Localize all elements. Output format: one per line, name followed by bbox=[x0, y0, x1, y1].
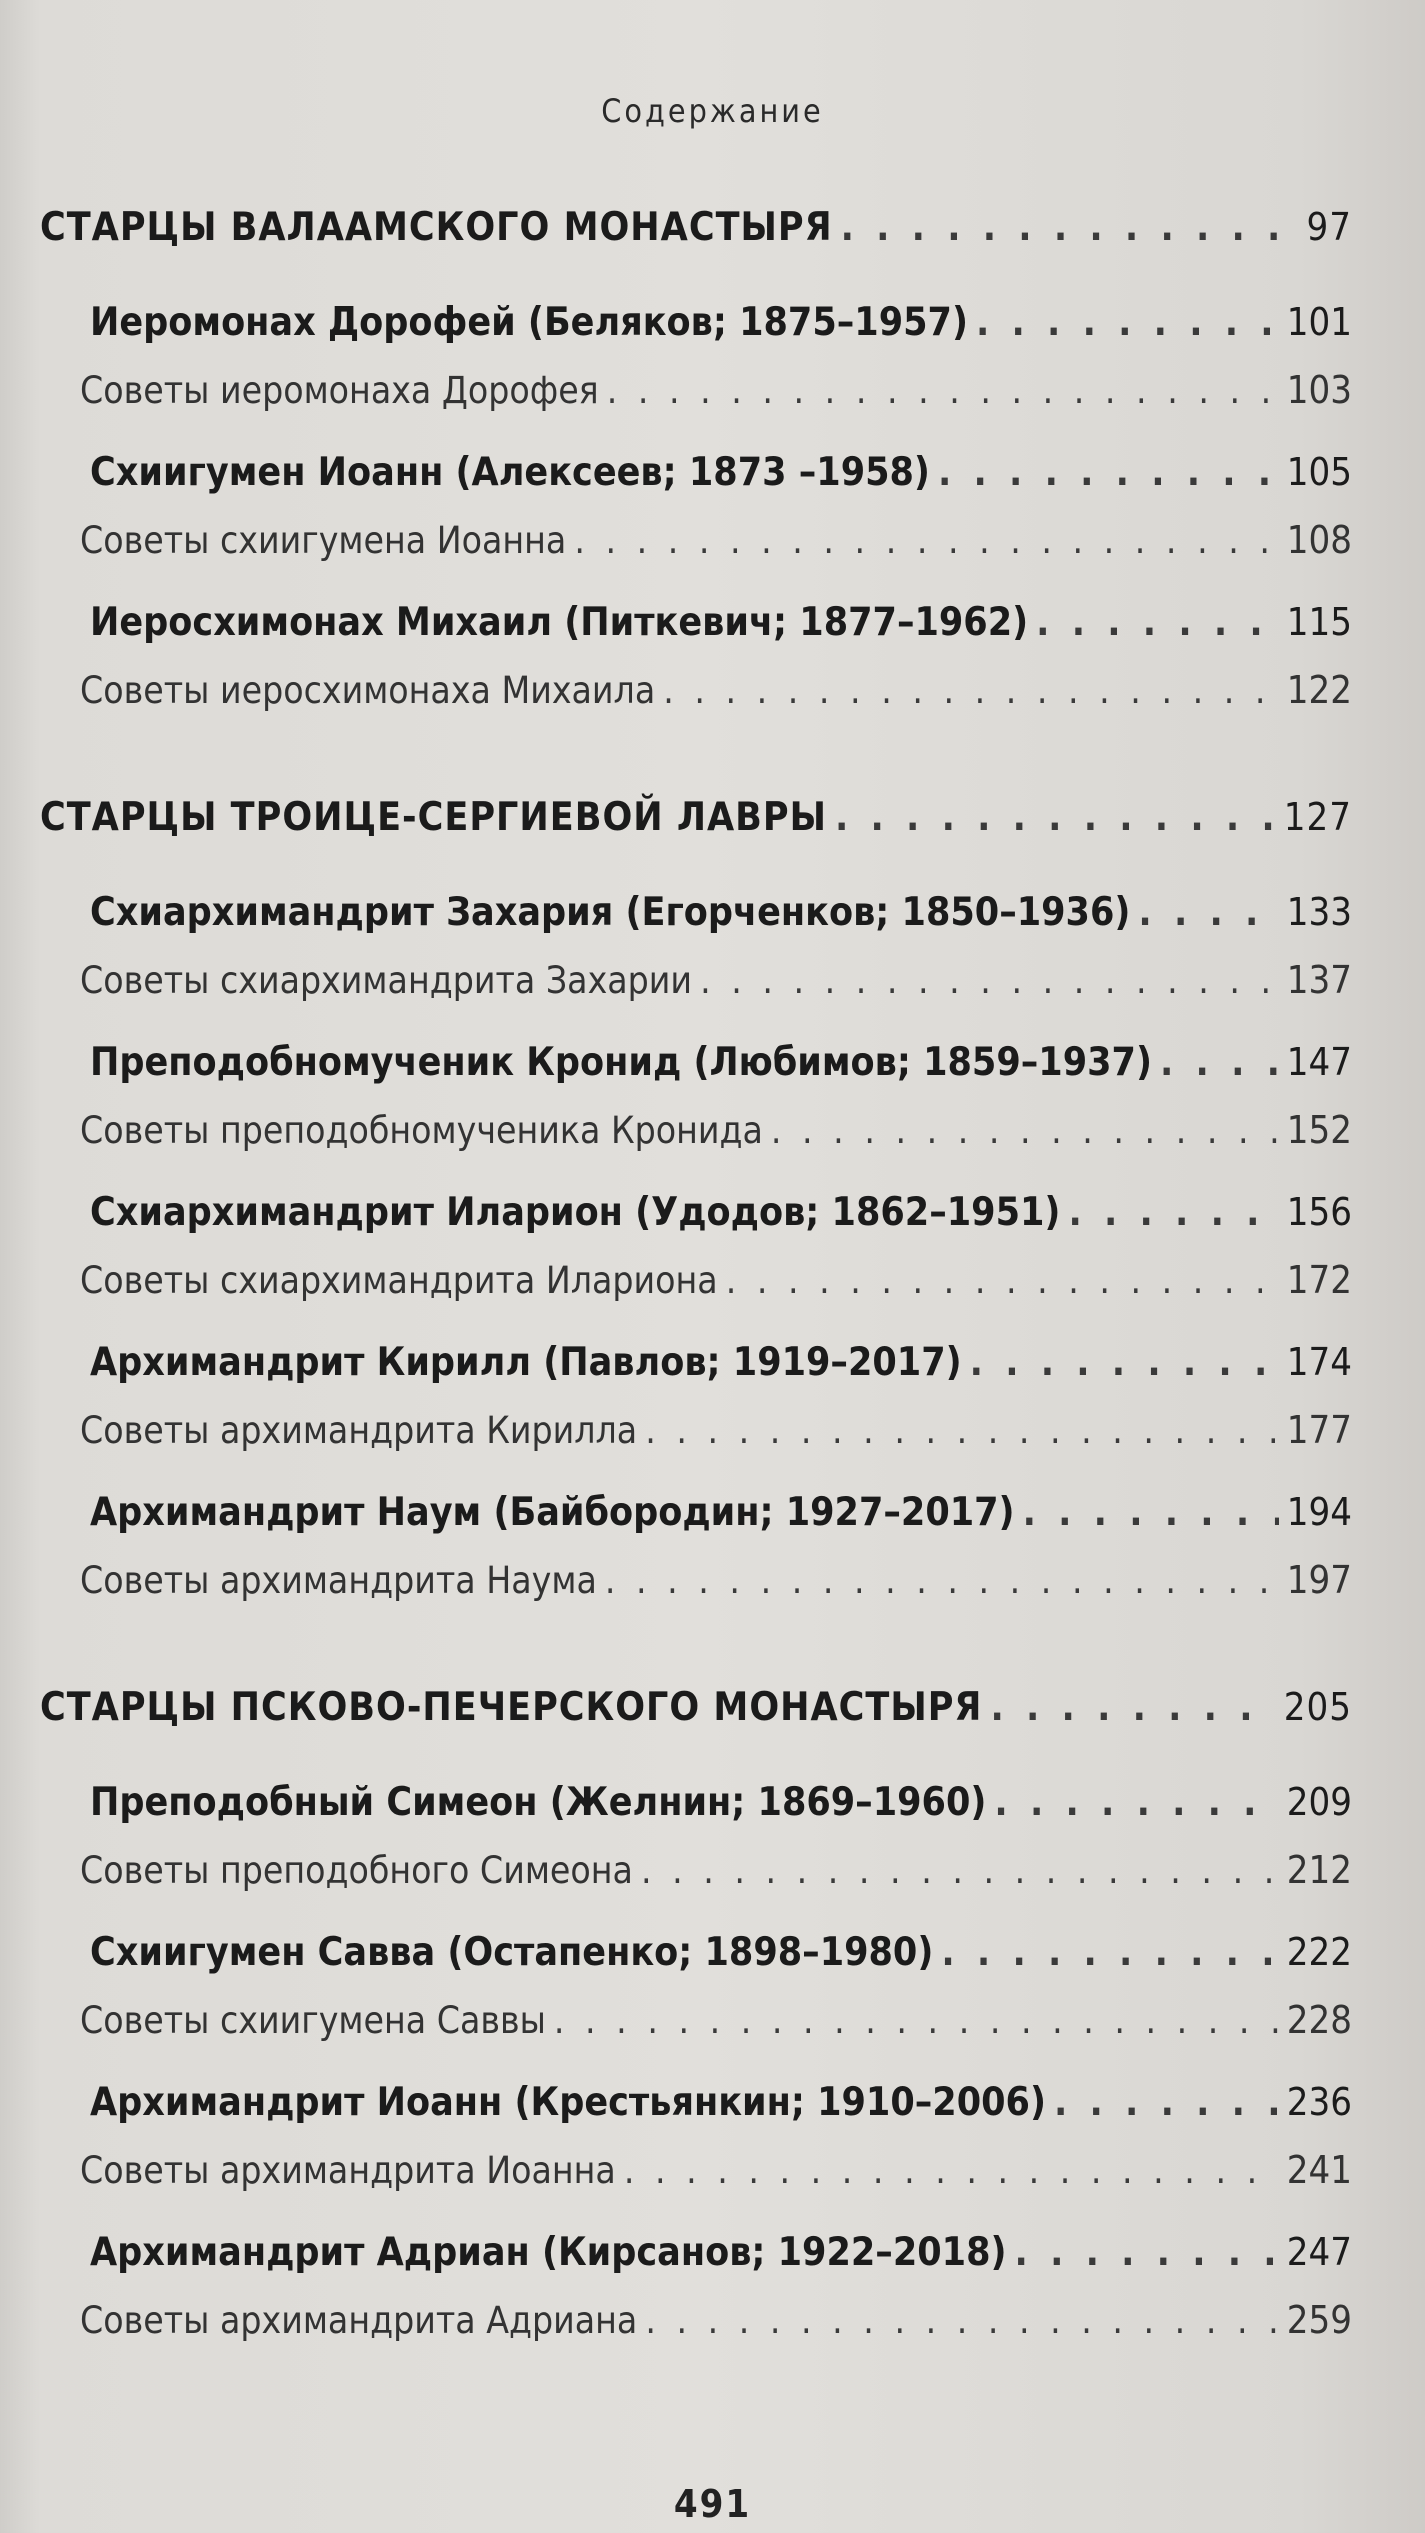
toc-entry-title: Архимандрит Наум (Байбородин; 1927–2017) bbox=[90, 1490, 1015, 1535]
toc-advice-entry-title: Советы архимандрита Наума bbox=[80, 1559, 597, 1602]
dot-leader bbox=[970, 1340, 1279, 1385]
toc-entry-page-number: 147 bbox=[1286, 1040, 1352, 1084]
toc-advice-entry[interactable] bbox=[80, 368, 1352, 412]
toc-entry[interactable] bbox=[90, 2230, 1352, 2275]
toc-advice-entry-title: Советы архимандрита Иоанна bbox=[80, 2149, 616, 2192]
toc-entry[interactable] bbox=[90, 1190, 1352, 1235]
toc-section-heading[interactable] bbox=[40, 795, 1352, 840]
dot-leader bbox=[700, 959, 1279, 1002]
toc-advice-entry-page-number: 228 bbox=[1286, 1998, 1352, 2042]
toc-entry-page-number: 115 bbox=[1286, 600, 1352, 644]
toc-entry[interactable] bbox=[90, 1930, 1352, 1975]
toc-advice-entry-page-number: 259 bbox=[1286, 2298, 1352, 2342]
dot-leader bbox=[771, 1109, 1279, 1152]
toc-entry[interactable] bbox=[90, 1340, 1352, 1385]
toc-advice-entry[interactable] bbox=[80, 2148, 1352, 2192]
toc-section-heading-page-number: 97 bbox=[1306, 205, 1352, 249]
dot-leader bbox=[1015, 2230, 1279, 2275]
toc-entry-title: Архимандрит Иоанн (Крестьянкин; 1910–2006) bbox=[90, 2080, 1046, 2125]
toc-entry-page-number: 222 bbox=[1286, 1930, 1352, 1974]
toc-entry-page-number: 236 bbox=[1286, 2080, 1352, 2124]
toc-entry-title: Преподобный Симеон (Желнин; 1869–1960) bbox=[90, 1780, 987, 1825]
toc-advice-entry[interactable] bbox=[80, 668, 1352, 712]
toc-advice-entry[interactable] bbox=[80, 1848, 1352, 1892]
dot-leader bbox=[994, 1780, 1278, 1825]
toc-advice-entry-title: Советы преподобномученика Кронида bbox=[80, 1109, 763, 1152]
toc-advice-entry-page-number: 108 bbox=[1286, 518, 1352, 562]
toc-advice-entry-title: Советы преподобного Симеона bbox=[80, 1849, 633, 1892]
toc-entry-page-number: 101 bbox=[1286, 300, 1352, 344]
dot-leader bbox=[574, 519, 1278, 562]
toc-entry-title: Преподобномученик Кронид (Любимов; 1859–1937) bbox=[90, 1040, 1152, 1085]
dot-leader bbox=[607, 369, 1279, 412]
toc-entry-title: Иеромонах Дорофей (Беляков; 1875–1957) bbox=[90, 300, 968, 345]
toc-entry-page-number: 133 bbox=[1286, 890, 1352, 934]
toc-entry-title: Схиархимандрит Иларион (Удодов; 1862–1951) bbox=[90, 1190, 1061, 1235]
toc-section-heading-page-number: 205 bbox=[1283, 1685, 1352, 1729]
toc-section-heading-page-number: 127 bbox=[1283, 795, 1352, 839]
toc-entry-page-number: 247 bbox=[1286, 2230, 1352, 2274]
dot-leader bbox=[938, 450, 1279, 495]
toc-entry[interactable] bbox=[90, 450, 1352, 495]
toc-entry-title: Схиархимандрит Захария (Егорченков; 1850–1936) bbox=[90, 890, 1131, 935]
toc-advice-entry[interactable] bbox=[80, 1108, 1352, 1152]
toc-advice-entry-page-number: 212 bbox=[1286, 1848, 1352, 1892]
toc-entry-title: Архимандрит Адриан (Кирсанов; 1922–2018) bbox=[90, 2230, 1007, 2275]
dot-leader bbox=[726, 1259, 1279, 1302]
toc-entry[interactable] bbox=[90, 1780, 1352, 1825]
page-header: Содержание bbox=[601, 92, 824, 130]
toc-advice-entry[interactable] bbox=[80, 518, 1352, 562]
toc-advice-entry-page-number: 122 bbox=[1286, 668, 1352, 712]
dot-leader bbox=[941, 1930, 1278, 1975]
toc-entry[interactable] bbox=[90, 890, 1352, 935]
toc-entry-title: Схиигумен Иоанн (Алексеев; 1873 –1958) bbox=[90, 450, 930, 495]
toc-advice-entry-page-number: 241 bbox=[1286, 2148, 1352, 2192]
toc-advice-entry-page-number: 197 bbox=[1286, 1558, 1352, 1602]
toc-entry-title: Схиигумен Савва (Остапенко; 1898–1980) bbox=[90, 1930, 934, 1975]
dot-leader bbox=[835, 795, 1276, 840]
toc-entry-page-number: 105 bbox=[1286, 450, 1352, 494]
dot-leader bbox=[1036, 600, 1279, 645]
toc-entry-page-number: 194 bbox=[1286, 1490, 1352, 1534]
toc-entry-page-number: 174 bbox=[1286, 1340, 1352, 1384]
toc-advice-entry-title: Советы схиигумена Саввы bbox=[80, 1999, 546, 2042]
toc-advice-entry-page-number: 152 bbox=[1286, 1108, 1352, 1152]
toc-entry-title: Архимандрит Кирилл (Павлов; 1919–2017) bbox=[90, 1340, 962, 1385]
toc-advice-entry-title: Советы схиигумена Иоанна bbox=[80, 519, 567, 562]
toc-advice-entry-title: Советы архимандрита Кирилла bbox=[80, 1409, 638, 1452]
dot-leader bbox=[1160, 1040, 1279, 1085]
dot-leader bbox=[663, 669, 1279, 712]
toc-entry[interactable] bbox=[90, 600, 1352, 645]
toc-entry[interactable] bbox=[90, 1490, 1352, 1535]
toc-advice-entry[interactable] bbox=[80, 1258, 1352, 1302]
dot-leader bbox=[554, 1999, 1279, 2042]
toc-advice-entry[interactable] bbox=[80, 958, 1352, 1002]
dot-leader bbox=[645, 2299, 1278, 2342]
toc-section-heading-title: СТАРЦЫ ПСКОВО-ПЕЧЕРСКОГО МОНАСТЫРЯ bbox=[40, 1685, 983, 1730]
toc-advice-entry[interactable] bbox=[80, 1558, 1352, 1602]
dot-leader bbox=[990, 1685, 1275, 1730]
dot-leader bbox=[1138, 890, 1278, 935]
toc-entry[interactable] bbox=[90, 2080, 1352, 2125]
toc-advice-entry-page-number: 137 bbox=[1286, 958, 1352, 1002]
toc-entry-title: Иеросхимонах Михаил (Питкевич; 1877–1962) bbox=[90, 600, 1029, 645]
toc-advice-entry[interactable] bbox=[80, 2298, 1352, 2342]
dot-leader bbox=[624, 2149, 1279, 2192]
dot-leader bbox=[1054, 2080, 1279, 2125]
toc-advice-entry-page-number: 103 bbox=[1286, 368, 1352, 412]
toc-advice-entry-title: Советы схиархимандрита Илариона bbox=[80, 1259, 718, 1302]
dot-leader bbox=[841, 205, 1299, 250]
toc-advice-entry-title: Советы иеросхимонаха Михаила bbox=[80, 669, 656, 712]
toc-entry-page-number: 209 bbox=[1286, 1780, 1352, 1824]
toc-entry-page-number: 156 bbox=[1286, 1190, 1352, 1234]
toc-section-heading-title: СТАРЦЫ ВАЛААМСКОГО МОНАСТЫРЯ bbox=[40, 205, 833, 250]
toc-advice-entry-title: Советы архимандрита Адриана bbox=[80, 2299, 638, 2342]
toc-section-heading-title: СТАРЦЫ ТРОИЦЕ-СЕРГИЕВОЙ ЛАВРЫ bbox=[40, 795, 827, 840]
toc-advice-entry-page-number: 172 bbox=[1286, 1258, 1352, 1302]
dot-leader bbox=[605, 1559, 1279, 1602]
dot-leader bbox=[641, 1849, 1279, 1892]
dot-leader bbox=[645, 1409, 1279, 1452]
toc-advice-entry[interactable] bbox=[80, 1408, 1352, 1452]
toc-entry[interactable] bbox=[90, 1040, 1352, 1085]
toc-advice-entry-page-number: 177 bbox=[1286, 1408, 1352, 1452]
toc-section-heading[interactable] bbox=[40, 1685, 1352, 1730]
toc-advice-entry[interactable] bbox=[80, 1998, 1352, 2042]
toc-advice-entry-title: Советы иеромонаха Дорофея bbox=[80, 369, 599, 412]
dot-leader bbox=[1068, 1190, 1278, 1235]
dot-leader bbox=[976, 300, 1279, 345]
toc-section-heading[interactable] bbox=[40, 205, 1352, 250]
toc-advice-entry-title: Советы схиархимандрита Захарии bbox=[80, 959, 693, 1002]
dot-leader bbox=[1023, 1490, 1279, 1535]
toc-entry[interactable] bbox=[90, 300, 1352, 345]
page-number: 491 bbox=[673, 2482, 752, 2526]
